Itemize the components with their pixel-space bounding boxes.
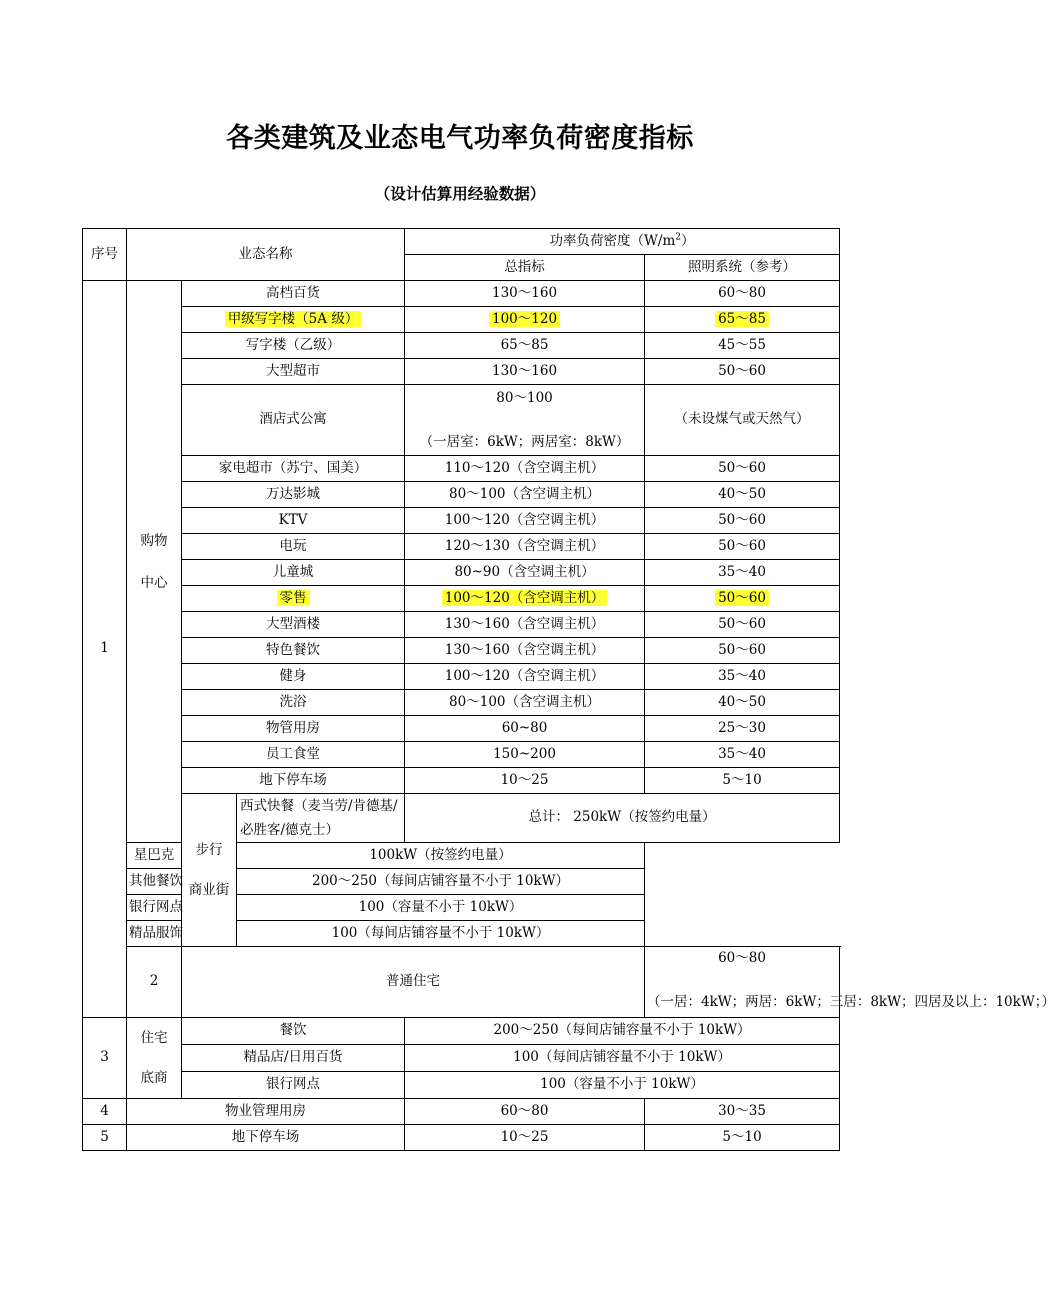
street-category: 步行 商业街 xyxy=(182,794,237,947)
row-value: 100（容量不小于 10kW） xyxy=(405,1072,840,1099)
row-name: 大型酒楼 xyxy=(182,612,405,638)
row-name: 酒店式公寓 xyxy=(182,385,405,456)
row-total: 130～160 xyxy=(405,359,645,385)
row-total: 100～120（含空调主机） xyxy=(405,586,645,612)
row-lighting: 65～85 xyxy=(645,307,840,333)
header-row xyxy=(83,229,840,255)
row-total: 150~200 xyxy=(405,742,645,768)
row-total: 100～120（含空调主机） xyxy=(405,664,645,690)
row-lighting: 30～35 xyxy=(645,1099,840,1125)
group-category: 住宅 底商 xyxy=(127,1018,182,1099)
row-lighting: 40～50 xyxy=(645,690,840,716)
page-title: 各类建筑及业态电气功率负荷密度指标 xyxy=(226,123,694,154)
row-name: 员工食堂 xyxy=(182,742,405,768)
header-seq: 序号 xyxy=(83,229,127,281)
row-total: 65～85 xyxy=(405,333,645,359)
row-name: 高档百货 xyxy=(182,281,405,307)
row-lighting: 35～40 xyxy=(645,742,840,768)
row-name: 电玩 xyxy=(182,534,405,560)
table-row xyxy=(83,1045,840,1072)
table-row xyxy=(83,586,840,612)
table-row xyxy=(83,947,840,1018)
row-name: 普通住宅 xyxy=(182,947,645,1018)
row-name: 特色餐饮 xyxy=(182,638,405,664)
row-name: 地下停车场 xyxy=(127,1125,405,1151)
row-value: 总计： 250kW（按签约电量） xyxy=(405,794,840,843)
row-lighting: （未设煤气或天然气） xyxy=(645,385,840,456)
row-lighting: 50～60 xyxy=(645,508,840,534)
row-name: KTV xyxy=(182,508,405,534)
row-lighting: 50～60 xyxy=(645,612,840,638)
table-row xyxy=(83,482,840,508)
row-total: 130～160（含空调主机） xyxy=(405,638,645,664)
row-total: 10～25 xyxy=(405,1125,645,1151)
table-row xyxy=(83,768,840,794)
row-total: 100～120 xyxy=(405,307,645,333)
row-name: 万达影城 xyxy=(182,482,405,508)
table-row xyxy=(83,1125,840,1151)
row-name: 物管用房 xyxy=(182,716,405,742)
table-row xyxy=(83,359,840,385)
row-value: 100（容量不小于 10kW） xyxy=(237,895,645,921)
row-value: 200～250（每间店铺容量不小于 10kW） xyxy=(405,1018,840,1045)
row-lighting: 5～10 xyxy=(645,1125,840,1151)
table-row xyxy=(83,716,840,742)
row-total: 120～130（含空调主机） xyxy=(405,534,645,560)
header-lighting: 照明系统（参考） xyxy=(645,255,840,281)
table-row xyxy=(83,456,840,482)
table-row xyxy=(83,385,840,456)
row-total: 80～100 （一居室：6kW；两居室：8kW） xyxy=(405,385,645,456)
row-lighting: 40～50 xyxy=(645,482,840,508)
table-row xyxy=(83,638,840,664)
row-name: 地下停车场 xyxy=(182,768,405,794)
load-density-table xyxy=(82,228,1055,1151)
header-name: 业态名称 xyxy=(127,229,405,281)
row-value: 100kW（按签约电量） xyxy=(237,843,645,869)
row-lighting: 60～80 xyxy=(645,281,840,307)
group-seq: 2 xyxy=(127,947,182,1018)
table-row xyxy=(83,1072,840,1099)
table-row xyxy=(83,307,840,333)
row-lighting: 35～40 xyxy=(645,560,840,586)
table-row xyxy=(83,508,840,534)
row-lighting: 25～30 xyxy=(645,716,840,742)
group-category: 购物 中心 xyxy=(127,281,182,843)
row-name: 银行网点 xyxy=(127,895,182,921)
table-row xyxy=(83,742,840,768)
table-row xyxy=(83,690,840,716)
row-name: 家电超市（苏宁、国美） xyxy=(182,456,405,482)
row-name: 大型超市 xyxy=(182,359,405,385)
row-name: 其他餐饮 xyxy=(127,869,182,895)
row-value: 60～80 （一居：4kW；两居：6kW；三居：8kW；四居及以上：10kW；） xyxy=(645,947,840,1018)
row-name: 健身 xyxy=(182,664,405,690)
group-seq: 3 xyxy=(83,1018,127,1099)
row-lighting: 50～60 xyxy=(645,359,840,385)
row-name: 西式快餐（麦当劳/肯德基/必胜客/德克士） xyxy=(237,794,405,843)
row-lighting: 50～60 xyxy=(645,586,840,612)
table-row xyxy=(83,794,840,843)
row-total: 130～160（含空调主机） xyxy=(405,612,645,638)
row-total: 100～120（含空调主机） xyxy=(405,508,645,534)
header-total: 总指标 xyxy=(405,255,645,281)
row-value: 100（每间店铺容量不小于 10kW） xyxy=(405,1045,840,1072)
table-row xyxy=(83,534,840,560)
table-row xyxy=(83,281,840,307)
row-name: 儿童城 xyxy=(182,560,405,586)
row-lighting: 35～40 xyxy=(645,664,840,690)
row-total: 60～80 xyxy=(405,1099,645,1125)
row-name: 星巴克 xyxy=(127,843,182,869)
group-seq: 4 xyxy=(83,1099,127,1125)
row-total: 60~80 xyxy=(405,716,645,742)
table-row xyxy=(83,560,840,586)
row-name: 精品服饰 xyxy=(127,921,182,947)
row-name: 洗浴 xyxy=(182,690,405,716)
table-row xyxy=(83,612,840,638)
row-name: 餐饮 xyxy=(182,1018,405,1045)
row-total: 130～160 xyxy=(405,281,645,307)
row-lighting: 50～60 xyxy=(645,638,840,664)
table-row xyxy=(83,333,840,359)
row-value: 200～250（每间店铺容量不小于 10kW） xyxy=(237,869,645,895)
row-total: 80～100（含空调主机） xyxy=(405,690,645,716)
row-total: 10～25 xyxy=(405,768,645,794)
row-lighting: 50～60 xyxy=(645,456,840,482)
group-seq: 1 xyxy=(83,281,127,1018)
row-lighting: 50～60 xyxy=(645,534,840,560)
group-seq: 5 xyxy=(83,1125,127,1151)
row-total: 110～120（含空调主机） xyxy=(405,456,645,482)
table-row xyxy=(83,1099,840,1125)
row-name: 零售 xyxy=(182,586,405,612)
header-density: 功率负荷密度$(W/m^2)$ xyxy=(405,229,840,255)
row-name: 甲级写字楼（5A 级） xyxy=(182,307,405,333)
row-name: 银行网点 xyxy=(182,1072,405,1099)
table-row xyxy=(83,1018,840,1045)
table-row xyxy=(83,664,840,690)
row-lighting: 5～10 xyxy=(645,768,840,794)
row-lighting: 45～55 xyxy=(645,333,840,359)
row-total: 80~90（含空调主机） xyxy=(405,560,645,586)
row-total: 80～100（含空调主机） xyxy=(405,482,645,508)
row-value: 100（每间店铺容量不小于 10kW） xyxy=(237,921,645,947)
row-name: 物业管理用房 xyxy=(127,1099,405,1125)
row-name: 精品店/日用百货 xyxy=(182,1045,405,1072)
page-subtitle: （设计估算用经验数据） xyxy=(374,185,546,203)
row-name: 写字楼（乙级） xyxy=(182,333,405,359)
